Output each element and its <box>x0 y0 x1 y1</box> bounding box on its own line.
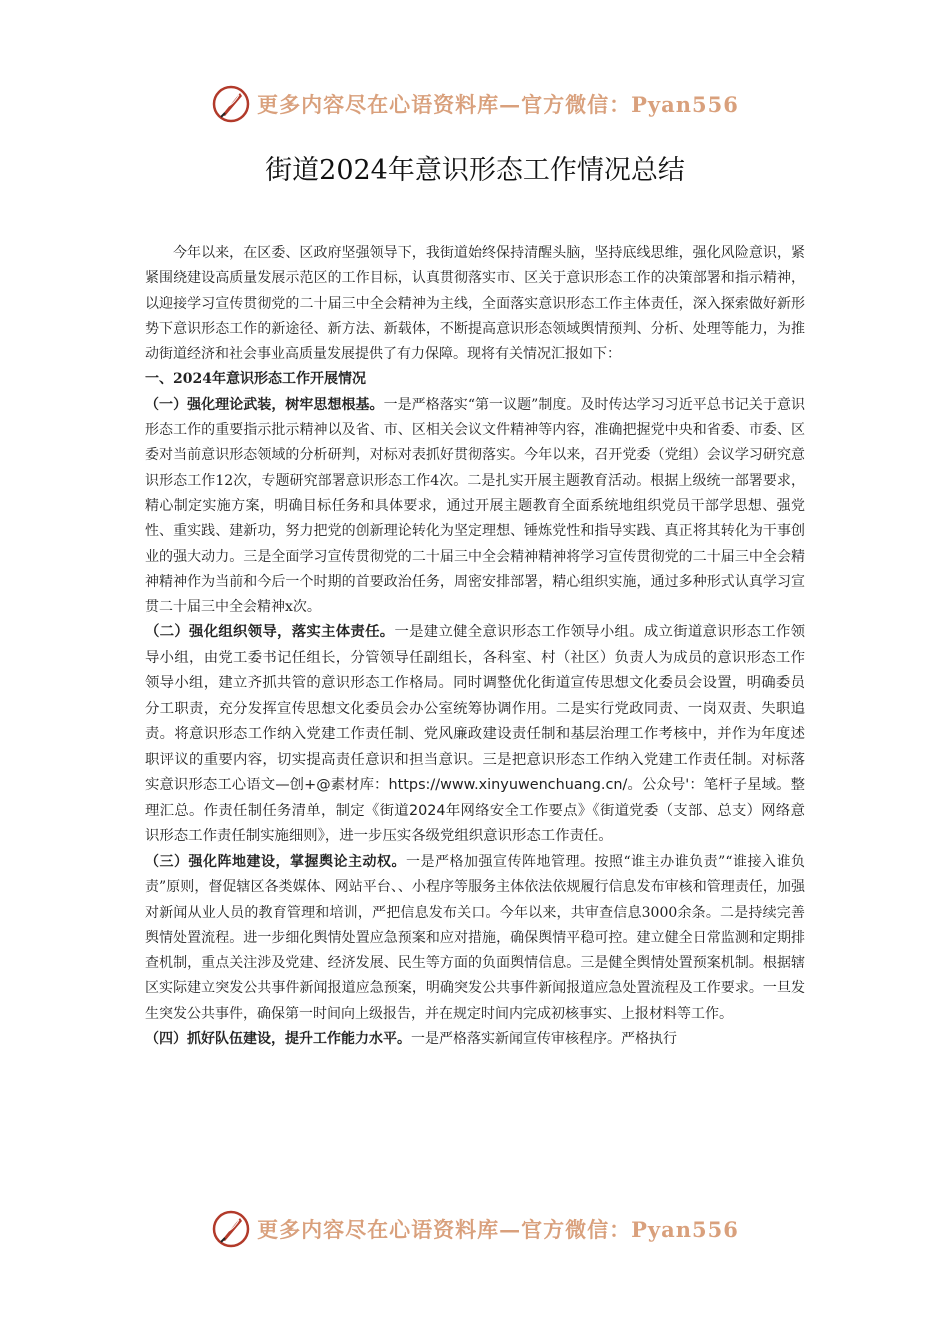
subsection-1-body: 一是严格落实“第一议题”制度。及时传达学习习近平总书记关于意识形态工作的重要指示批示精神以及省、市、区相关会议文件精神等内容，准确把握党中央和省委、市委、区委对当前意识形态领域的分析研判，对标对表抓好贯彻落实。今年以来，召开党委（党组）会议学习研究意识形态工作12次，专题研究部署意识形态工作4次。二是扎实开展主题教育活动。根据上级统一部署要求，精心制定实施方案，明确目标任务和具体要求，通过开展主题教育全面系统地组织党员干部学思想、强党性、重实践、建新功，努力把党的创新理论转化为坚定理想、锤炼党性和指导实践、真正将其转化为干事创业的强大动力。三是全面学习宣传贯彻党的二十届三中全会精神精神将学习宣传贯彻党的二十届三中全会精神精神作为当前和今后一个时期的首要政治任务，周密安排部署，精心组织实施，通过多种形式认真学习宣贯二十届三中全会精神x次。 <box>145 396 805 616</box>
subsection-3 <box>145 850 805 1027</box>
subsection-1-heading: （一）强化理论武装，树牢思想根基。 <box>145 396 384 413</box>
subsection-3-heading: （三）强化阵地建设，掌握舆论主动权。 <box>145 853 407 870</box>
quill-pen-logo-icon <box>211 84 251 124</box>
quill-pen-logo-icon <box>211 1209 251 1249</box>
intro-paragraph: 今年以来，在区委、区政府坚强领导下，我街道始终保持清醒头脑，坚持底线思维，强化风险意识，紧紧围绕建设高质量发展示范区的工作目标，认真贯彻落实市、区关于意识形态工作的决策部署和指示精神，以迎接学习宣传贯彻党的二十届三中全会精神为主线，全面落实意识形态工作主体责任，深入探索做好新形势下意识形态工作的新途径、新方法、新载体，不断提高意识形态领域舆情预判、分析、处理等能力，为推动街道经济和社会事业高质量发展提供了有力保障。现将有关情况汇报如下： <box>145 245 805 363</box>
subsection-4 <box>145 1027 805 1052</box>
header-banner <box>0 80 950 128</box>
subsection-2-body: 一是建立健全意识形态工作领导小组。成立街道意识形态工作领导小组，由党工委书记任组长，分管领导任副组长，各科室、村（社区）负责人为成员的意识形态工作领导小组，建立齐抓共管的意识形态工作格局。同时调整优化街道宣传思想文化委员会设置，明确委员分工职责，充分发挥宣传思想文化委员会办公室统筹协调作用。二是实行党政同责、一岗双责、失职追责。将意识形态工作纳入党建工作责任制、党风廉政建设责任制和基层治理工作考核中，并作为年度述职评议的重要内容，切实提高责任意识和担当意识。三是把意识形态工作纳入党建工作责任制。对标落实意识形态工心语文—创+@素材库：https://www.xinyuwenchuang.cn/。公众号'：笔杆子星域。整理汇总。作责任制任务清单，制定《街道2024年网络安全工作要点》《街道党委（支部、总支）网络意识形态工作责任制实施细则》，进一步压实各级党组织意识形态工作责任。 <box>145 624 805 845</box>
banner-text: 更多内容尽在心语资料库—官方微信：Pyan556 <box>257 92 739 117</box>
subsection-2-heading: （二）强化组织领导，落实主体责任。 <box>145 624 395 641</box>
subsection-2 <box>145 620 805 850</box>
subsection-4-heading: （四）抓好队伍建设，提升工作能力水平。 <box>145 1031 411 1048</box>
page-title: 街道2024年意识形态工作情况总结 <box>265 155 685 186</box>
subsection-3-body: 一是严格加强宣传阵地管理。按照“谁主办谁负责”“谁接入谁负责”原则，督促辖区各类媒体、网站平台、、小程序等服务主体依法依规履行信息发布审核和管理责任，加强对新闻从业人员的教育管理和培训，严把信息发布关口。今年以来，共审查信息3000余条。二是持续完善舆情处置流程。进一步细化舆情处置应急预案和应对措施，确保舆情平稳可控。建立健全日常监测和定期排查机制，重点关注涉及党建、经济发展、民生等方面的负面舆情信息。三是健全舆情处置预案机制。根据辖区实际建立突发公共事件新闻报道应急预案，明确突发公共事件新闻报道应急处置流程及工作要求。一旦发生突发公共事件，确保第一时间向上级报告，并在规定时间内完成初核事实、上报材料等工作。 <box>145 853 805 1022</box>
footer-banner <box>0 1205 950 1253</box>
subsection-1 <box>145 393 805 621</box>
section-heading: 一、2024年意识形态工作开展情况 <box>145 371 366 388</box>
document-body <box>145 241 805 1052</box>
subsection-4-body: 一是严格落实新闻宣传审核程序。严格执行 <box>411 1031 677 1048</box>
banner-text: 更多内容尽在心语资料库—官方微信：Pyan556 <box>257 1217 739 1242</box>
